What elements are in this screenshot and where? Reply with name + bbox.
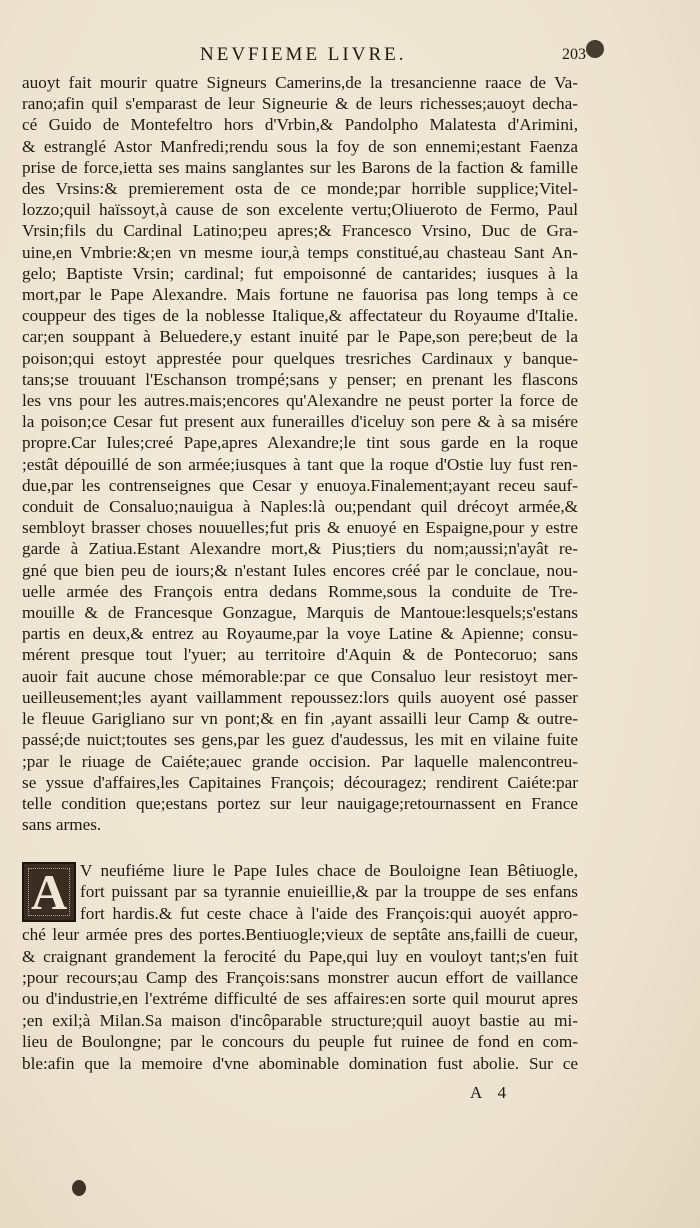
text-line: ;pour recours;au Camp des François:sans monstrer aucun effort de vaillance xyxy=(22,968,578,988)
text-line: mouille & de Francesque Gonzague, Marquis de Mantoue:lesquels;s'estans xyxy=(22,603,578,623)
text-line: & estranglé Astor Manfredi;rendu sous la foy de son ennemi;estant Faenza xyxy=(22,136,578,156)
text-line: passé;de nuict;toutes ses gens,par les guez d'audessus, les mit en vilaine fuite xyxy=(22,730,578,750)
text-line: sans armes. xyxy=(22,815,102,835)
text-line: ;estât dépouillé de son armée;iusques à tant que la roque d'Ostie luy fust ren- xyxy=(22,454,578,474)
text-line: se yssue d'affaires,les Capitaines François; découragez; rendirent Caiéte:par xyxy=(22,772,578,792)
text-line: ;par le riuage de Caiéte;auec grande occision. Par laquelle malencontreu- xyxy=(22,751,578,771)
page-number: 203 xyxy=(562,46,586,63)
text-line: & craignant grandement la ferocité du Pape,qui luy en vouloyt tant;s'en fuit xyxy=(22,946,578,966)
paragraph-one xyxy=(22,72,578,835)
text-line: propre.Car Iules;creé Pape,apres Alexandre;le tint sous garde en la roque xyxy=(22,433,578,453)
text-line: auoyt fait mourir quatre Signeurs Camerins,de la tresancienne raace de Va- xyxy=(22,73,578,92)
text-line: mérent presque tout l'yuer; au territoire d'Aquin & de Pontecoruo; sans xyxy=(22,645,578,665)
decorated-initial xyxy=(22,862,76,922)
text-line: car;en souppant à Beluedere,y estant inuité par le Pape,son pere;beut de la xyxy=(22,327,578,347)
text-line: gelo; Baptiste Vrsin; cardinal; fut empoisonné de cantarides; iusques à la xyxy=(22,263,578,283)
ink-blot xyxy=(72,1180,86,1196)
text-line: les vns pour les autres.mais;encores qu'Alexandre ne peust porter la force de xyxy=(22,391,578,411)
paragraph-two-lines xyxy=(22,860,578,1074)
text-line: ueilleusement;les ayant vaillamment repoussez:lors quils auoyent osé passer xyxy=(22,687,578,707)
text-line: lieu de Boulongne; par le concours du peuple fut ruinee de fond en com- xyxy=(22,1032,578,1052)
signature-mark: A 4 xyxy=(470,1083,513,1102)
text-line: rano;afin quil s'emparast de leur Signeurie & de leurs richesses;auoyt decha- xyxy=(22,94,578,114)
text-line: gné que bien peu de iours;& n'estant Iules encores créé par le conclaue, nou- xyxy=(22,560,578,580)
text-line: garde à Zatiua.Estant Alexandre mort,& Pius;tiers du nom;aussi;n'ayât re- xyxy=(22,539,578,559)
text-line: partis en deux,& entrez au Royaume,par la voye Latine & Apienne; consu- xyxy=(22,624,578,644)
text-line: ché leur armée pres des portes.Bentiuogle;vieux de septâte ans,failli de cueur, xyxy=(22,925,578,945)
initial-letter: A xyxy=(30,864,68,920)
text-line: uelle armée des François entra dedans Romme,sous la conduite de Tre- xyxy=(22,581,578,601)
text-line: la poison;ce Cesar fut present aux funerailles d'iceluy son pere & à sa misére xyxy=(22,412,578,432)
text-line: mort,par le Pape Alexandre. Mais fortune ne fauorisa pas long temps à ce xyxy=(22,285,578,305)
text-line: le fleuue Garigliano sur vn pont;& en fin ,ayant assailli leur Camp & outre- xyxy=(22,709,578,729)
text-line: ou d'industrie,en l'extréme difficulté de ses affaires:en sorte quil mourut apres xyxy=(22,989,578,1009)
text-line: fort hardis.& fut ceste chace à l'aide des François:qui auoyét appro- xyxy=(80,903,578,923)
text-line: auoir fait aucune chose mémorable:par ce que Consaluo leur resistoyt mer- xyxy=(22,666,578,686)
text-line: cé Guido de Montefeltro hors d'Vrbin,& Pandolpho Malatesta d'Arimini, xyxy=(22,115,578,135)
running-head: NEVFIEME LIVRE. xyxy=(200,44,407,65)
paragraph-two xyxy=(22,860,578,1074)
text-line: couppeur des tiges de la noblesse Italique,& affectateur du Royaume d'Italie. xyxy=(22,306,578,326)
text-line: V neufiéme liure le Pape Iules chace de Bouloigne Iean Bêtiuogle, xyxy=(80,861,578,880)
text-line: telle condition que;estans portez sur leur nauigage;retournassent en France xyxy=(22,793,578,813)
text-line: conduit de Consaluo;nauigua à Naples:là ou;pendant quil drécoyt armée,& xyxy=(22,497,578,517)
text-line: Vrsin;fils du Cardinal Latino;peu apres;& Francesco Vrsino, Duc de Gra- xyxy=(22,221,578,241)
text-line: sembloyt brasser choses nouuelles;fut pris & enuoyé en Espaigne,pour y estre xyxy=(22,518,578,538)
text-line: prise de force,ietta ses mains sanglantes sur les Barons de la faction & famille xyxy=(22,157,578,177)
text-line: uine,en Vmbrie:&;en vn mesme iour,à temps constitué,au chasteau Sant An- xyxy=(22,242,578,262)
text-line: due,par les contrenseignes que Cesar y enuoya.Finalement;ayant receu sauf- xyxy=(22,475,578,495)
text-line: ble:afin que la memoire d'vne abominable domination fust abolie. Sur ce xyxy=(22,1053,578,1073)
text-line: des Vrsins:& premierement osta de ce monde;par horrible supplice;Vitel- xyxy=(22,179,578,199)
text-line: tans;se trouuant l'Eschanson trompé;sans y penser; en prenant les flascons xyxy=(22,369,578,389)
text-line: ;en exil;à Milan.Sa maison d'incôparable structure;quil auoyt bastie au mi- xyxy=(22,1010,578,1030)
ink-blot xyxy=(586,40,604,58)
text-line: lozzo;quil haïssoyt,à cause de son excelente vertu;Oliueroto de Fermo, Paul xyxy=(22,200,578,220)
text-line: fort puissant par sa tyrannie enuieillie,& par la trouppe de ses enfans xyxy=(80,882,578,902)
text-line: poison;qui estoyt apprestée pour quelques tresriches Cardinaux y banque- xyxy=(22,348,578,368)
